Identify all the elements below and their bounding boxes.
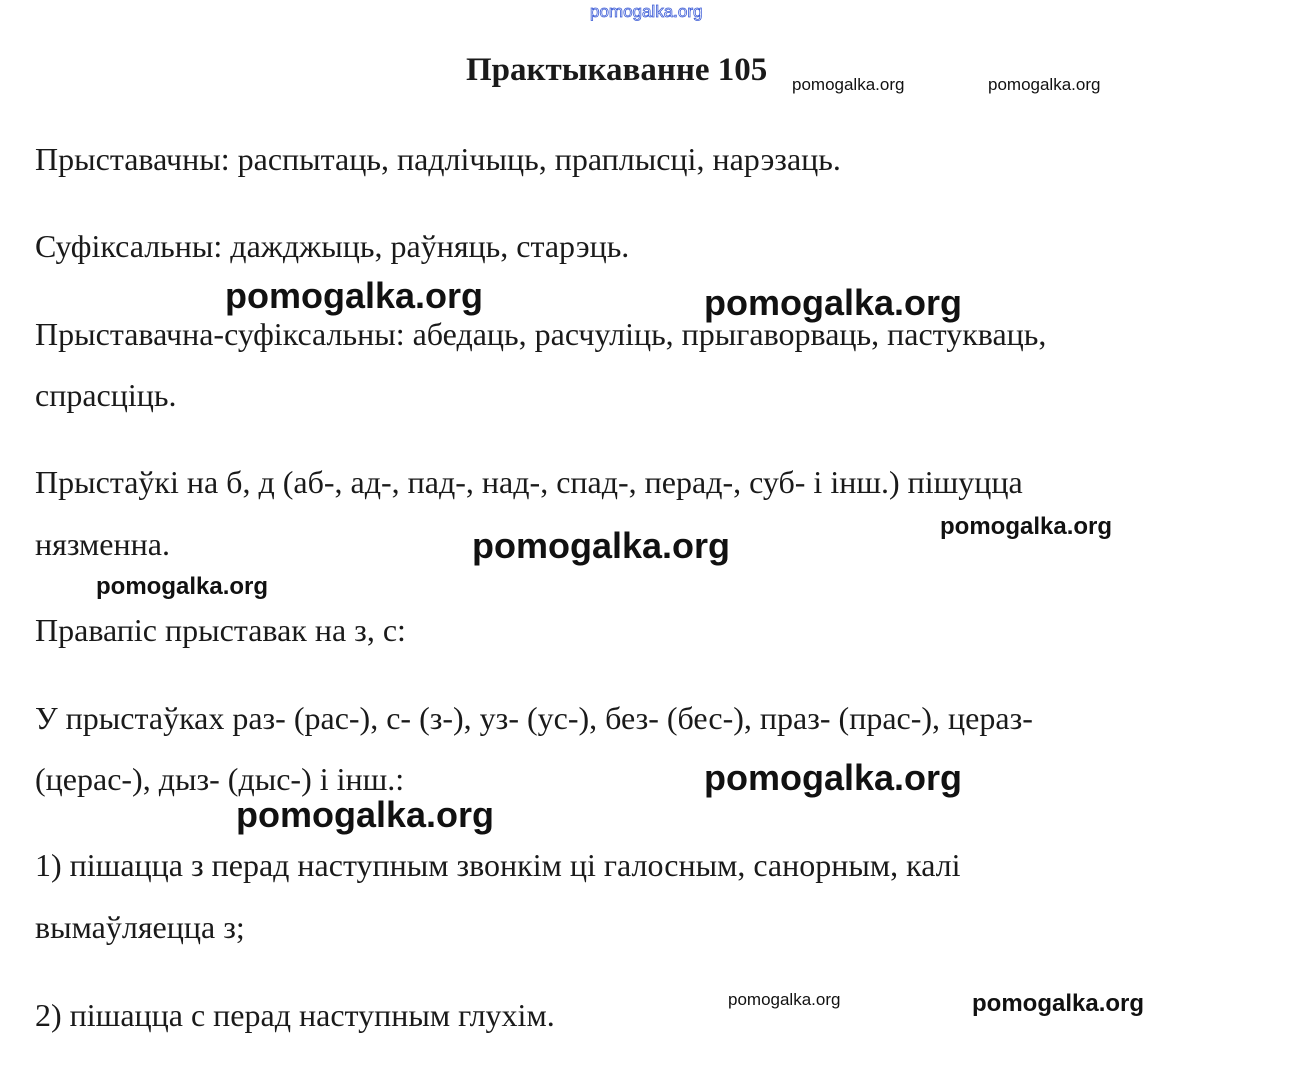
text-line-suffixal: Суфіксальны: дажджыць, раўняць, старэць.: [35, 228, 630, 264]
text-line-prefixes-zs: У прыстаўках раз- (рас-), с- (з-), уз- (ус-), без- (бес-), праз- (прас-), цераз-: [35, 700, 1033, 736]
text-line-prefixal: Прыставачны: распытаць, падлічыць, праплысці, нарэзаць.: [35, 141, 841, 177]
watermark: pomogalka.org: [472, 525, 731, 566]
watermark: pomogalka.org: [96, 573, 269, 600]
page-title: Практыкаванне 105: [466, 52, 768, 88]
text-line-continuation: спрасціць.: [35, 377, 177, 413]
watermark: pomogalka.org: [940, 513, 1113, 540]
watermark: pomogalka.org: [988, 75, 1101, 94]
watermark: pomogalka.org: [225, 275, 484, 316]
watermark: pomogalka.org: [728, 990, 841, 1009]
watermark: pomogalka.org: [792, 75, 905, 94]
text-line-continuation: (церас-), дыз- (дыс-) і інш.:: [35, 761, 405, 797]
text-line-rule-heading: Правапіс прыставак на з, с:: [35, 612, 406, 648]
text-line-continuation: вымаўляецца з;: [35, 909, 245, 945]
watermark: pomogalka.org: [704, 282, 963, 323]
text-line-rule-2: 2) пішацца с перад наступным глухім.: [35, 997, 555, 1033]
text-line-continuation: нязменна.: [35, 526, 170, 562]
watermark: pomogalka.org: [972, 990, 1145, 1017]
text-line-prefixes-bd: Прыстаўкі на б, д (аб-, ад-, пад-, над-, спад-, перад-, суб- і інш.) пішуцца: [35, 464, 1023, 500]
text-line-rule-1: 1) пішацца з перад наступным звонкім ці галосным, санорным, калі: [35, 847, 961, 883]
text-line-prefixal-suffixal: Прыставачна-суфіксальны: абедаць, расчуліць, прыгаворваць, пастукваць,: [35, 316, 1047, 352]
watermark: pomogalka.org: [704, 757, 963, 798]
watermark-top: pomogalka.org: [590, 2, 703, 21]
watermark: pomogalka.org: [236, 794, 495, 835]
